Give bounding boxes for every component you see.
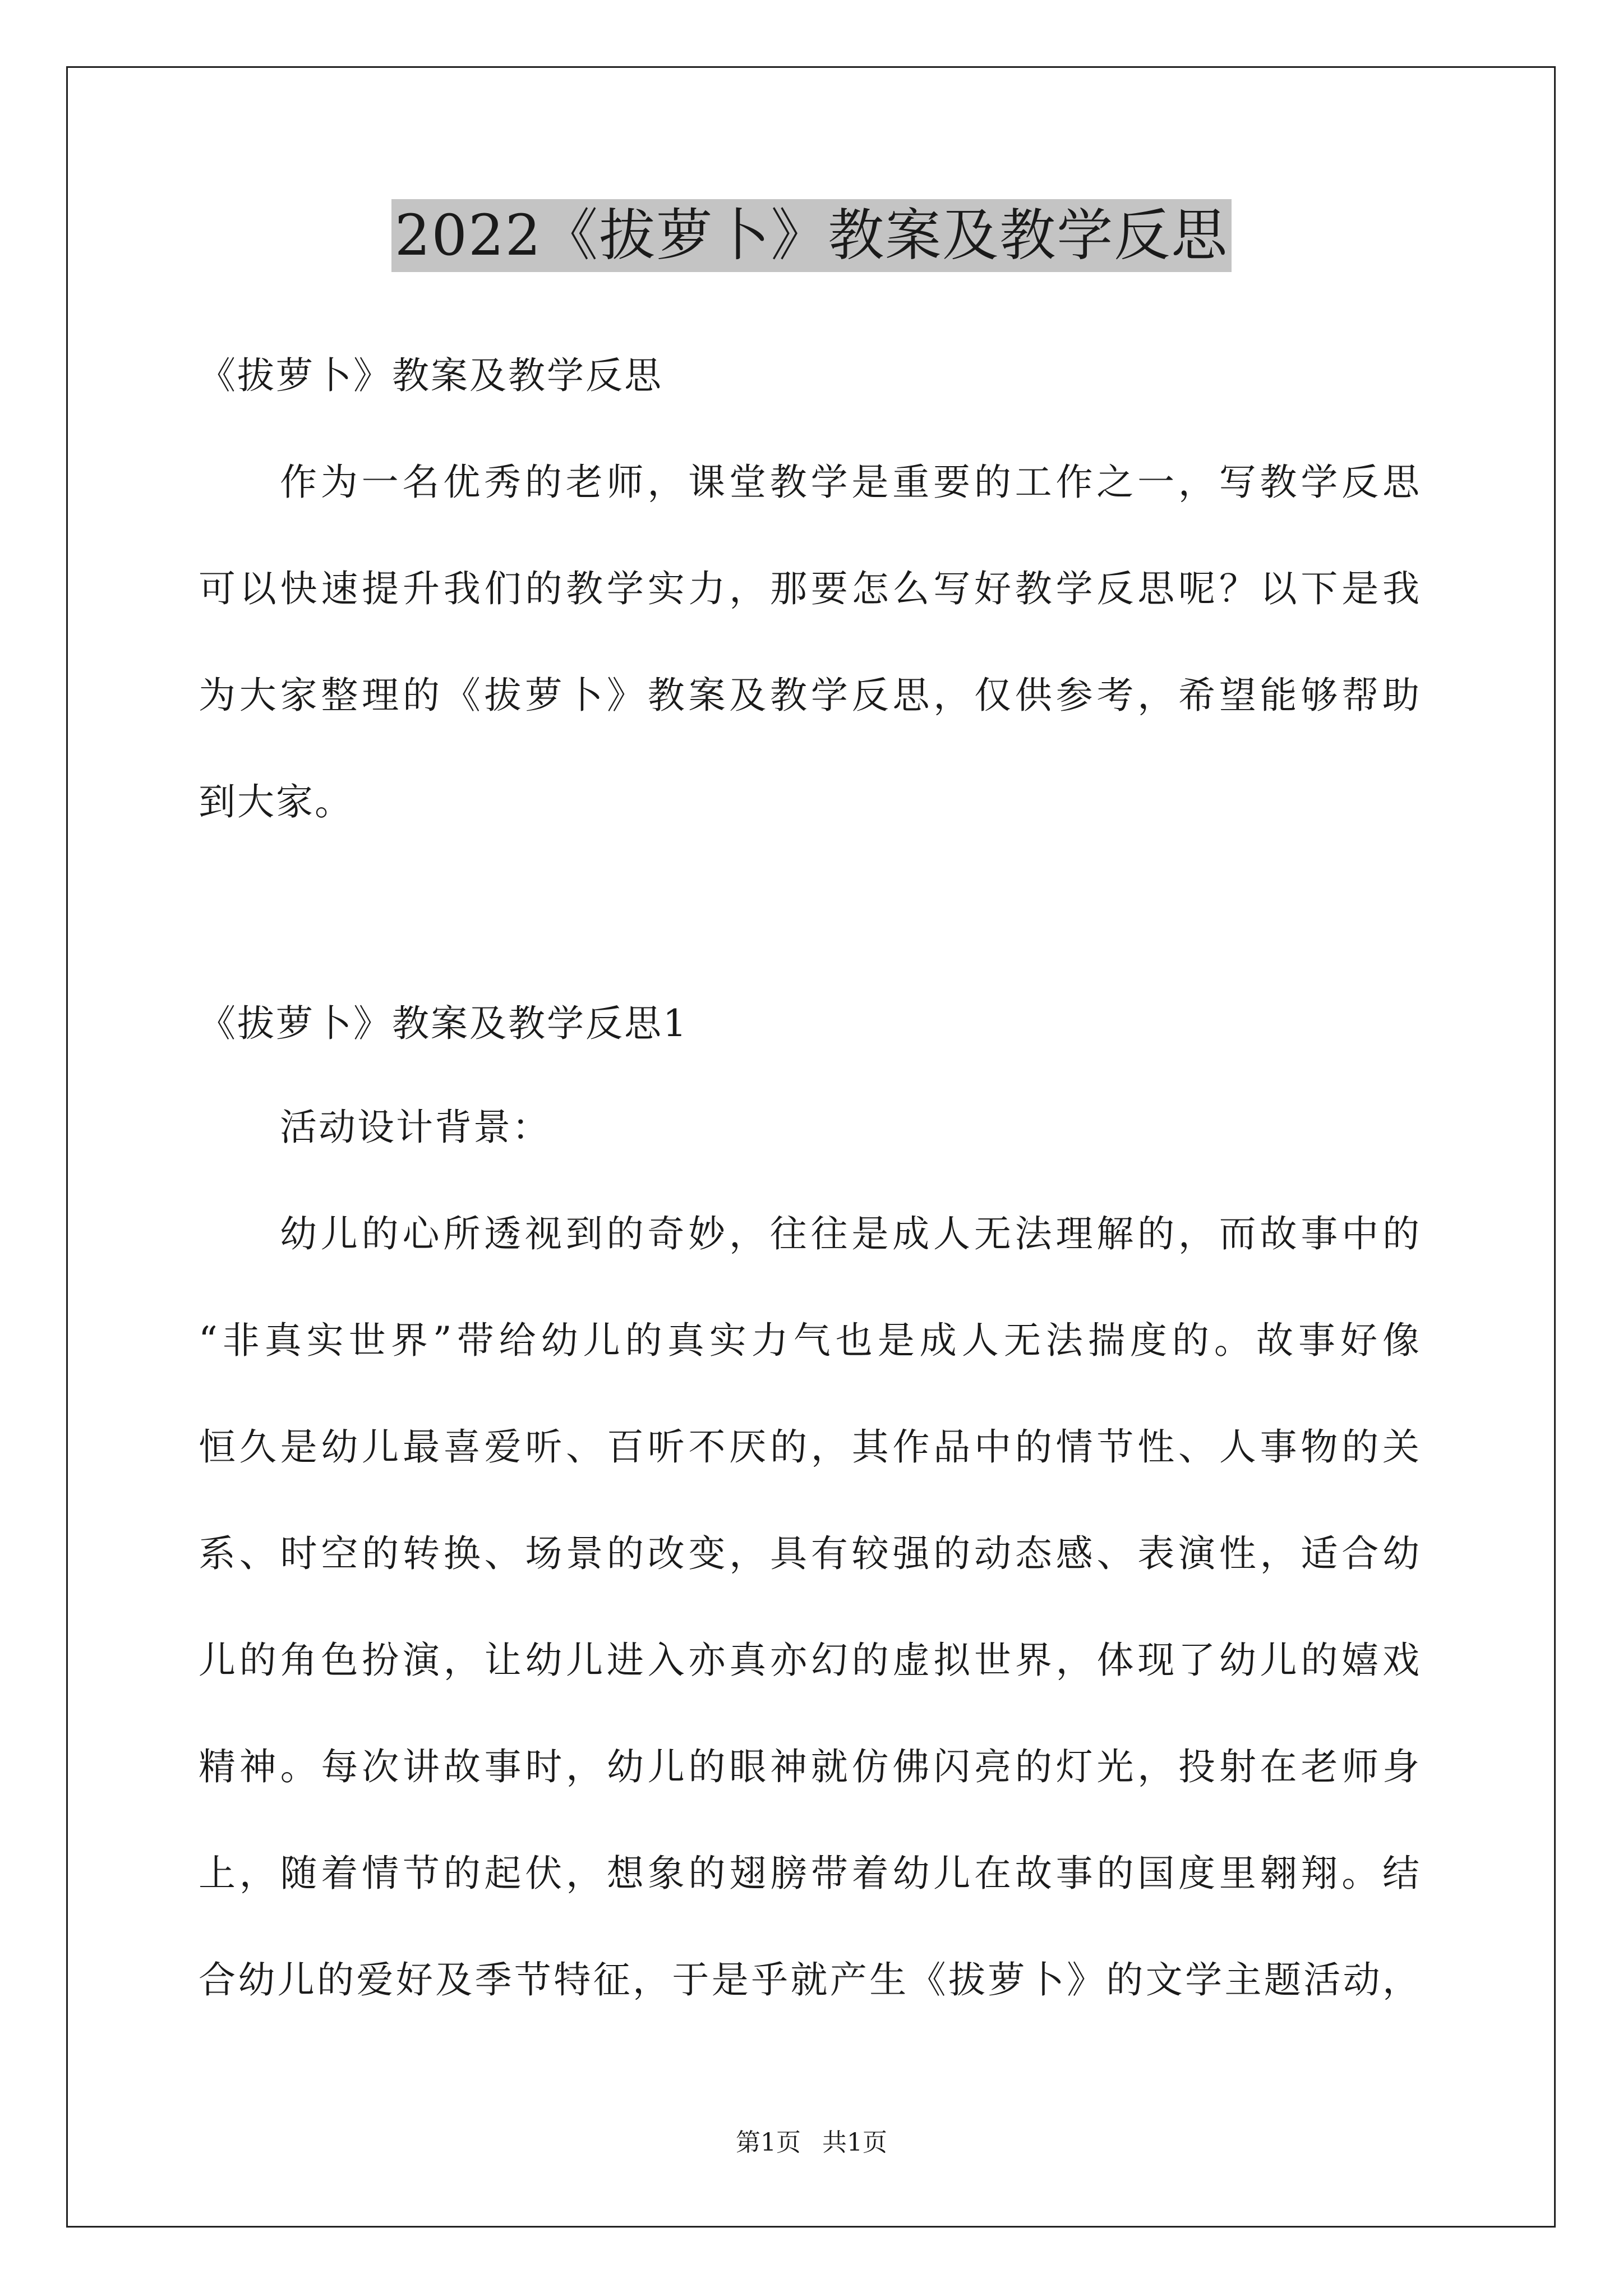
body-line: 恒久是幼儿最喜爱听、百听不厌的，其作品中的情节性、人事物的关 — [199, 1425, 1421, 1469]
page-footer — [0, 2126, 1623, 2160]
background-label: 活动设计背景： — [280, 1106, 551, 1149]
body-line: 上，随着情节的起伏，想象的翅膀带着幼儿在故事的国度里翱翔。结 — [199, 1852, 1421, 1895]
intro-line: 作为一名优秀的老师，课堂教学是重要的工作之一，写教学反思 — [280, 461, 1421, 504]
intro-line: 可以快速提升我们的教学实力，那要怎么写好教学反思呢？以下是我 — [199, 567, 1421, 610]
intro-line: 为大家整理的《拔萝卜》教案及教学反思，仅供参考，希望能够帮助 — [199, 674, 1421, 717]
intro-line: 到大家。 — [199, 780, 353, 823]
document-title-text: 2022《拔萝卜》教案及教学反思 — [391, 199, 1232, 272]
body-line: “非真实世界”带给幼儿的真实力气也是成人无法揣度的。故事好像 — [199, 1319, 1421, 1362]
page-number: 第1页 — [736, 2128, 801, 2157]
subtitle: 《拔萝卜》教案及教学反思 — [199, 354, 663, 397]
body-line: 系、时空的转换、场景的改变，具有较强的动态感、表演性，适合幼 — [199, 1532, 1421, 1575]
page-total: 共1页 — [822, 2128, 887, 2157]
document-title — [0, 199, 1623, 272]
body-line: 合幼儿的爱好及季节特征，于是乎就产生《拔萝卜》的文学主题活动， — [199, 1958, 1421, 2001]
body-line: 幼儿的心所透视到的奇妙，往往是成人无法理解的，而故事中的 — [280, 1212, 1421, 1255]
body-line: 儿的角色扮演，让幼儿进入亦真亦幻的虚拟世界，体现了幼儿的嬉戏 — [199, 1639, 1421, 1682]
section-heading: 《拔萝卜》教案及教学反思1 — [199, 1002, 688, 1045]
body-line: 精神。每次讲故事时，幼儿的眼神就仿佛闪亮的灯光，投射在老师身 — [199, 1745, 1421, 1788]
